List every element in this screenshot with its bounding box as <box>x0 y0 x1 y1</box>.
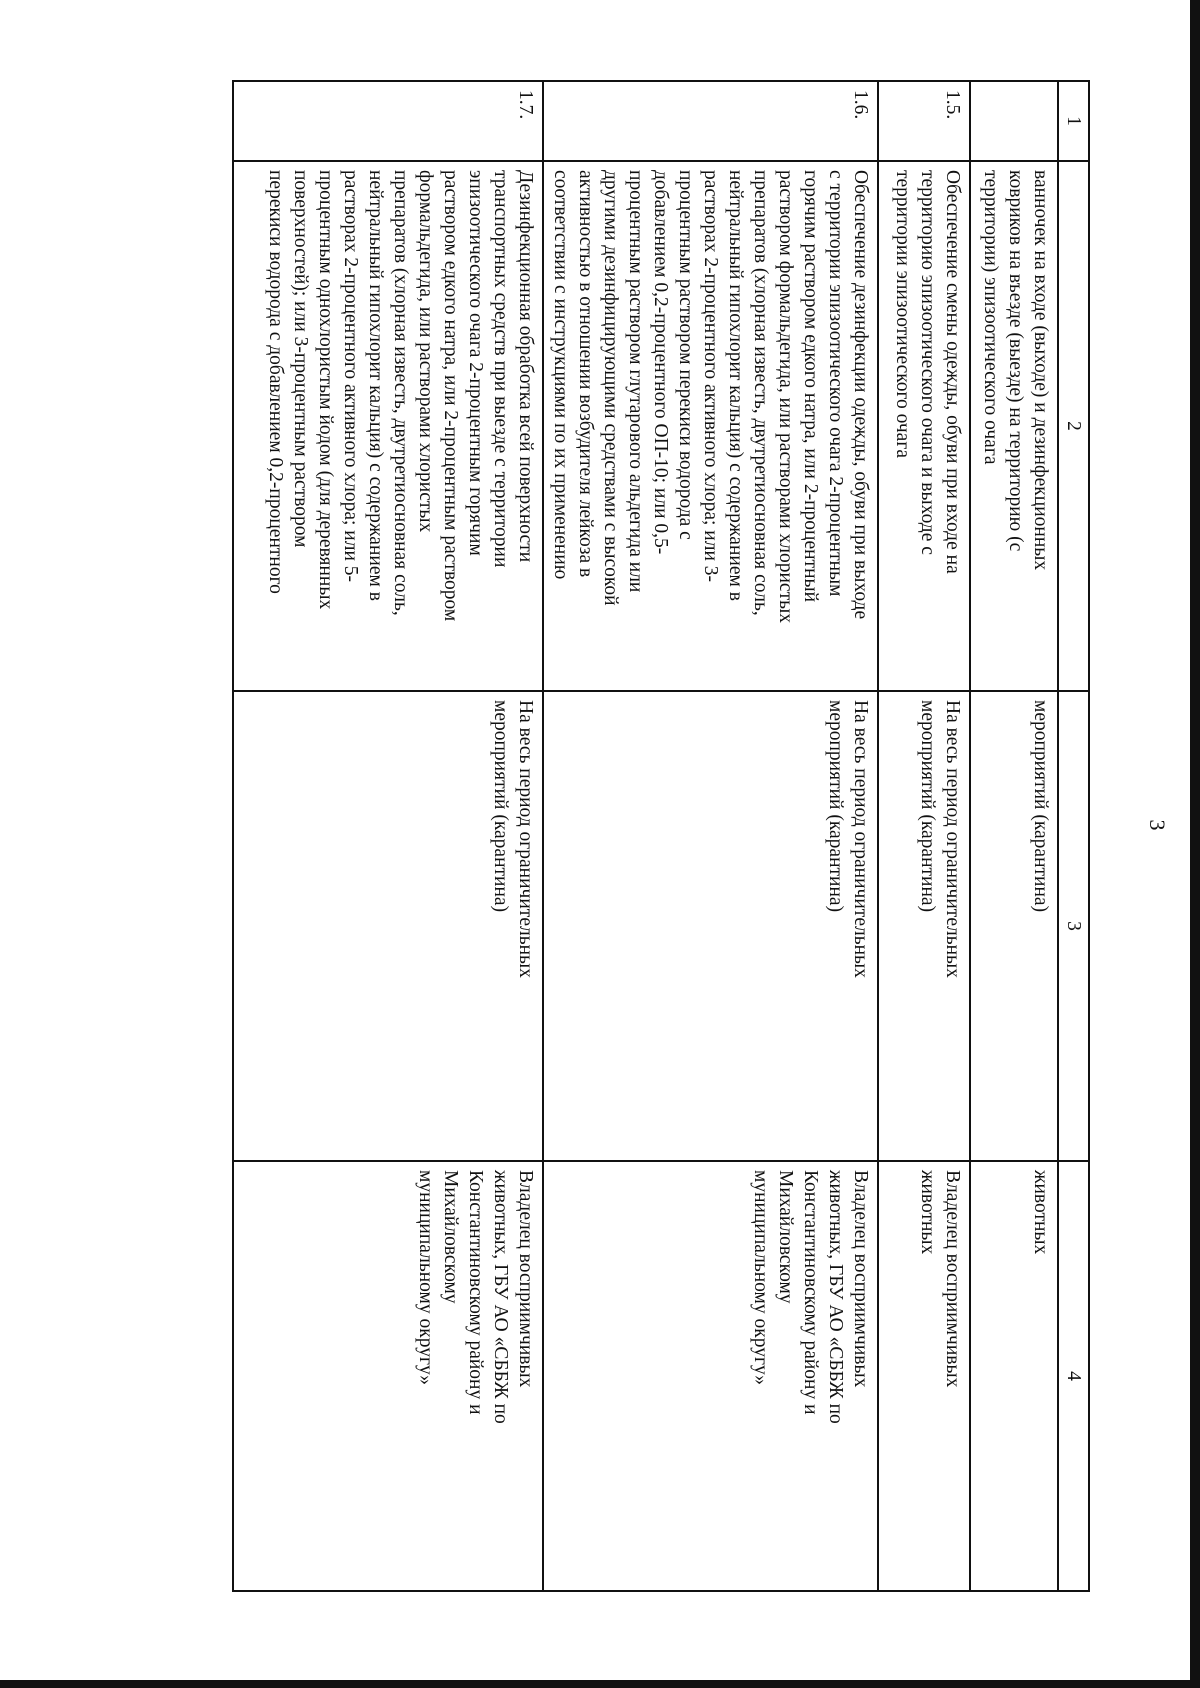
row-number: 1.5. <box>878 81 970 161</box>
measure-text: Обеспечение смены одежды, обуви при входе на территорию эпизоотического очага и выходе с территории эпизоотического очага <box>878 161 970 691</box>
period-text: мероприятий (карантина) <box>970 691 1058 1161</box>
row-number: 1.7. <box>233 81 543 161</box>
header-col-4: 4 <box>1058 1161 1089 1591</box>
measures-table <box>232 80 1090 1592</box>
table-row <box>543 81 878 1591</box>
period-text: На весь период ограничительных мероприятий (карантина) <box>543 691 878 1161</box>
header-col-2: 2 <box>1058 161 1089 691</box>
table-row <box>970 81 1058 1591</box>
rotated-page-content <box>40 0 1200 1650</box>
table-row <box>233 81 543 1591</box>
table-header-row <box>1058 81 1089 1591</box>
responsible-text: Владелец восприимчивых животных, ГБУ АО «СББЖ по Константиновскому району и Михайловскому муниципальному округу» <box>233 1161 543 1591</box>
header-col-3: 3 <box>1058 691 1089 1161</box>
row-number: 1.6. <box>543 81 878 161</box>
page-number: 3 <box>1145 819 1170 831</box>
measure-text: ванночек на входе (выходе) и дезинфекционных ковриков на въезде (выезде) на территорию (с территории) эпизоотического очага <box>970 161 1058 691</box>
header-col-1: 1 <box>1058 81 1089 161</box>
measure-text: Обеспечение дезинфекции одежды, обуви при выходе с территории эпизоотического очага 2-процентным горячим раствором едкого натра, или 2-процентный раствором формальдегида, или растворами хлористых препаратов (хлорная известь, двутретиосновная соль, нейтральный гипохлорит кальция) с содержанием в растворах 2-процентного активного хлора; или 3- процентным раствором перекиси водорода с добавлением 0,2-процентного ОП-10; или 0,5- процентным раствором глутарового альдегида или другими дезинфицирующими средствами с высокой активностью в отношении возбудителя лейкоза в соответствии с инструкциями по их применению <box>543 161 878 691</box>
responsible-text: животных <box>970 1161 1058 1591</box>
period-text: На весь период ограничительных мероприятий (карантина) <box>878 691 970 1161</box>
responsible-text: Владелец восприимчивых животных <box>878 1161 970 1591</box>
row-number <box>970 81 1058 161</box>
scan-edge-bottom <box>0 1680 1200 1688</box>
measure-text: Дезинфекционная обработка всей поверхности транспортных средств при выезде с территории эпизоотического очага 2-процентным горячим раствором едкого натра, или 2-процентным раствором формальдегида, или растворами хлористых препаратов (хлорная известь, двутретиосновная соль, нейтральный гипохлорит кальция) с содержанием в растворах 2-процентного активного хлора; или 5- процентным однохлористым йодом (для деревянных поверхностей); или 3-процентным раствором перекиси водорода с добавлением 0,2-процентного <box>233 161 543 691</box>
period-text: На весь период ограничительных мероприятий (карантина) <box>233 691 543 1161</box>
responsible-text: Владелец восприимчивых животных, ГБУ АО «СББЖ по Константиновскому району и Михайловскому муниципальному округу» <box>543 1161 878 1591</box>
table-row <box>878 81 970 1591</box>
